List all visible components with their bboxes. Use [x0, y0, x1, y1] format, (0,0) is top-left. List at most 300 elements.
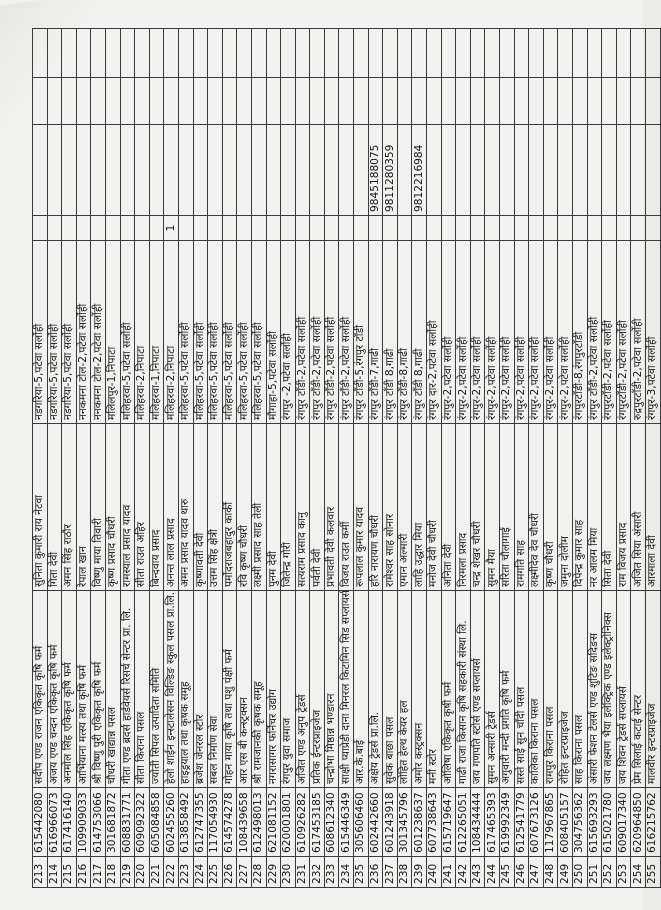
count-cell [470, 216, 485, 241]
proprietor-name-cell: सिता देवी [602, 424, 617, 591]
proprietor-name-cell: पुनम देवी [266, 424, 281, 591]
phone-cell [149, 125, 164, 216]
serial-number-cell: 232 [310, 857, 325, 888]
blank-cell [76, 29, 91, 78]
blank-cell [456, 29, 471, 78]
serial-number-cell: 235 [354, 857, 369, 888]
count-cell [645, 216, 660, 241]
serial-number-cell: 227 [237, 857, 252, 888]
table-row [266, 29, 281, 888]
blank-cell [397, 78, 412, 125]
proprietor-name-cell: मनोज देवी चौधरी [427, 424, 442, 591]
registration-id-cell: 301681872 [105, 788, 120, 857]
proprietor-name-cell: विष्णु माया तिवारी [91, 424, 106, 591]
blank-cell [631, 78, 646, 125]
proprietor-name-cell: बिन्दवाय प्रसाद [149, 424, 164, 591]
registration-id-cell: 617416140 [62, 788, 77, 857]
proprietor-name-cell: कृष्णावती देवी [193, 424, 208, 591]
blank-cell [368, 29, 383, 78]
phone-cell [645, 125, 660, 216]
blank-cell [456, 78, 471, 125]
blank-cell [310, 29, 325, 78]
blank-cell [193, 78, 208, 125]
count-cell [456, 216, 471, 241]
count-cell [427, 216, 442, 241]
table-row [529, 29, 544, 888]
table-row [33, 29, 48, 888]
blank-cell [266, 78, 281, 125]
address-cell: रंगपुर टाँडी-7,गाढी [368, 241, 383, 424]
blank-cell [587, 29, 602, 78]
proprietor-name-cell: सीता राउत अहिर [135, 424, 150, 591]
blank-cell [616, 78, 631, 125]
serial-number-cell: 239 [412, 857, 427, 888]
business-name-cell: ज्योती सिपल उत्पादिता समिति [149, 591, 164, 788]
phone-cell [76, 125, 91, 216]
address-cell: रंगपुर-2,पटेवा सर्लोही [529, 241, 544, 424]
registration-id-cell: 620001801 [281, 788, 296, 857]
count-cell [558, 216, 573, 241]
business-name-cell: रंगपुर युवा समाज [281, 591, 296, 788]
proprietor-name-cell: रेपाल खान [76, 424, 91, 591]
address-cell: रंगपुर-2,पटेवा सर्लोही [500, 241, 515, 424]
business-name-cell: अजित एण्ड अनुप ट्रेडर्स [295, 591, 310, 788]
blank-cell [427, 78, 442, 125]
address-cell: मलिहरवा-5,पटेवा सर्लोही [178, 241, 193, 424]
count-cell [178, 216, 193, 241]
serial-number-cell: 217 [91, 857, 106, 888]
blank-cell [500, 78, 515, 125]
count-cell [616, 216, 631, 241]
blank-cell [470, 29, 485, 78]
registration-id-cell: 608405157 [558, 788, 573, 857]
registration-id-cell: 619992349 [500, 788, 515, 857]
blank-cell [558, 29, 573, 78]
table-row [237, 29, 252, 888]
count-cell [368, 216, 383, 241]
count-cell [383, 216, 398, 241]
count-cell [62, 216, 77, 241]
business-name-cell: जय शिवन ट्रेडर्स सप्लायर्स [616, 591, 631, 788]
serial-number-cell: 240 [427, 857, 442, 888]
proprietor-name-cell: पर्वती देवी [310, 424, 325, 591]
proprietor-name-cell: कृष्ण चौधरी [543, 424, 558, 591]
phone-cell [120, 125, 135, 216]
registration-id-cell: 617453185 [310, 788, 325, 857]
business-name-cell: अक्षेय ट्रेडर्स प्रा.लि. [368, 591, 383, 788]
business-name-cell: प्रतिक ईन्टरप्राइजेज [310, 591, 325, 788]
business-name-cell: श्री विष्णु पुरी एकिकृत कृषि फर्म [91, 591, 106, 788]
registration-id-cell: 610926282 [295, 788, 310, 857]
serial-number-cell: 236 [368, 857, 383, 888]
address-cell: रंगपुरटाँडी-8,रंगपुरटाँडी [572, 241, 587, 424]
table-row [383, 29, 398, 888]
blank-cell [572, 29, 587, 78]
phone-cell [208, 125, 223, 216]
rotated-register [32, 38, 659, 888]
serial-number-cell: 228 [251, 857, 266, 888]
phone-cell: 9811280359 [383, 125, 398, 216]
serial-number-cell: 241 [441, 857, 456, 888]
phone-cell [427, 125, 442, 216]
serial-number-cell: 245 [500, 857, 515, 888]
registration-id-cell: 607673126 [529, 788, 544, 857]
count-cell [135, 216, 150, 241]
proprietor-name-cell: रामगति साह [514, 424, 529, 591]
address-cell: नडगरिया-5,पटेवा सर्लोही [33, 241, 48, 424]
blank-cell [105, 29, 120, 78]
count-cell [193, 216, 208, 241]
serial-number-cell: 251 [587, 857, 602, 888]
address-cell: रंगपुर टाँडी-2,पटेवा सर्लोही [587, 241, 602, 424]
serial-number-cell: 218 [105, 857, 120, 888]
proprietor-name-cell: जितेन्द्र गोरी [281, 424, 296, 591]
serial-number-cell: 253 [616, 857, 631, 888]
phone-cell [105, 125, 120, 216]
phone-cell [135, 125, 150, 216]
phone-cell [266, 125, 281, 216]
blank-cell [33, 29, 48, 78]
blank-cell [47, 78, 62, 125]
proprietor-name-cell: सुनिता कुमारी राय नेटवा [33, 424, 48, 591]
phone-cell [470, 125, 485, 216]
business-name-cell: चन्द्रोभा मिष्ठान्न भण्डारन [324, 591, 339, 788]
phone-cell [47, 125, 62, 216]
business-name-cell: ब्रजेश जेनरल स्टोर [193, 591, 208, 788]
serial-number-cell: 242 [456, 857, 471, 888]
count-cell [572, 216, 587, 241]
blank-cell [310, 78, 325, 125]
business-name-cell: रोहित इन्टरप्राइजेज [558, 591, 573, 788]
blank-cell [514, 78, 529, 125]
address-cell: रंगपुर दार-2,पटेवा सर्लोही [427, 241, 442, 424]
blank-cell [91, 78, 106, 125]
phone-cell [587, 125, 602, 216]
serial-number-cell: 222 [164, 857, 179, 888]
registration-id-cell: 304756362 [572, 788, 587, 857]
register-body [33, 29, 661, 888]
table-row [324, 29, 339, 888]
blank-cell [281, 78, 296, 125]
serial-number-cell: 237 [383, 857, 398, 888]
address-cell: रंगपुर-2,पटेवा सर्लोही [514, 241, 529, 424]
business-name-cell: गोहन माया कृषि तथा पशु पंक्षी फर्म [222, 591, 237, 788]
proprietor-name-cell: चन्द्र शेखर चौधरी [470, 424, 485, 591]
count-cell [251, 216, 266, 241]
table-row [178, 29, 193, 888]
registration-id-cell: 620964850 [631, 788, 646, 857]
serial-number-cell: 230 [281, 857, 296, 888]
count-cell [602, 216, 617, 241]
address-cell: मलिहरवा-5,पटेवा सर्लोही [193, 241, 208, 424]
business-name-cell: गाढी राजा किसान कृषि सहकारी संस्था लि. [456, 591, 471, 788]
table-row [470, 29, 485, 888]
business-name-cell: अजय एण्ड चन्दन एकिकृत कृषि फर्म [47, 591, 62, 788]
blank-cell [485, 29, 500, 78]
address-cell: रंगपुर टाँडी-2,पटेवा सर्लोही [310, 241, 325, 424]
blank-cell [645, 78, 660, 125]
blank-cell [222, 78, 237, 125]
phone-cell [281, 125, 296, 216]
registration-id-cell: 612265051 [456, 788, 471, 857]
phone-cell [193, 125, 208, 216]
blank-cell [135, 29, 150, 78]
blank-cell [514, 29, 529, 78]
proprietor-name-cell: जमुना दोलीम [558, 424, 573, 591]
blank-cell [602, 78, 617, 125]
table-row [47, 29, 62, 888]
proprietor-name-cell: राम विजय प्रसाद [616, 424, 631, 591]
serial-number-cell: 223 [178, 857, 193, 888]
count-cell [120, 216, 135, 241]
phone-cell [33, 125, 48, 216]
address-cell: मलिहरवा-2,निपाटा [164, 241, 179, 424]
address-cell: मलिहरवा-5,पटेवा सर्लोही [208, 241, 223, 424]
table-row [222, 29, 237, 888]
count-cell [587, 216, 602, 241]
blank-cell [222, 29, 237, 78]
proprietor-name-cell: गिता देवी [47, 424, 62, 591]
proprietor-name-cell: लक्ष्मीदेव देव चौधरी [529, 424, 544, 591]
blank-cell [120, 78, 135, 125]
proprietor-name-cell: सरिता चौलागाई [500, 424, 515, 591]
phone-cell [339, 125, 354, 216]
table-row [427, 29, 442, 888]
blank-cell [251, 78, 266, 125]
address-cell: रंगपुर टाँडी-8,गाढी [397, 241, 412, 424]
proprietor-name-cell: अमन प्रसाद यादव थारु [178, 424, 193, 591]
serial-number-cell: 214 [47, 857, 62, 888]
blank-cell [295, 29, 310, 78]
count-cell [237, 216, 252, 241]
serial-number-cell: 244 [485, 857, 500, 888]
count-cell [105, 216, 120, 241]
registration-id-cell: 615719647 [441, 788, 456, 857]
business-name-cell: लोहित हेल्थ केयर हल [397, 591, 412, 788]
registration-id-cell: 612541779 [514, 788, 529, 857]
serial-number-cell: 247 [529, 857, 544, 888]
proprietor-name-cell: रूपलाल कुमार यादव [354, 424, 369, 591]
blank-cell [572, 78, 587, 125]
proprietor-name-cell: अनिता देवी [441, 424, 456, 591]
business-name-cell: आर.के.बाई [354, 591, 369, 788]
address-cell: रंगपुर -2,पटेवा सर्लोही [281, 241, 296, 424]
business-name-cell: सदीप एण्ड राजन एकिकृत कृषि फर्म [33, 591, 48, 788]
registration-id-cell: 614574278 [222, 788, 237, 857]
table-row [602, 29, 617, 888]
count-cell [149, 216, 164, 241]
blank-cell [295, 78, 310, 125]
registration-id-cell: 617465393 [485, 788, 500, 857]
table-row [631, 29, 646, 888]
blank-cell [149, 78, 164, 125]
address-cell: मलिहरवा-2,निपाटा [135, 241, 150, 424]
address-cell: रंगपुर-2,पटेवा सर्लोही [558, 241, 573, 424]
business-name-cell: आर एस बी कन्स्ट्रक्सन [237, 591, 252, 788]
phone-cell [529, 125, 544, 216]
serial-number-cell: 229 [266, 857, 281, 888]
serial-number-cell: 226 [222, 857, 237, 888]
table-row [295, 29, 310, 888]
proprietor-name-cell: हरि नारायण चौधरी [368, 424, 383, 591]
address-cell: मौगाहा-5,पटेवा सर्लोही [266, 241, 281, 424]
address-cell: रंगपुर-2,पटेवा सर्लोही [485, 241, 500, 424]
proprietor-name-cell: दिपेन्द्र कुमार साह [572, 424, 587, 591]
blank-cell [237, 29, 252, 78]
count-cell [500, 216, 515, 241]
serial-number-cell: 220 [135, 857, 150, 888]
blank-cell [529, 78, 544, 125]
registration-id-cell: 609092322 [135, 788, 150, 857]
serial-number-cell: 225 [208, 857, 223, 888]
blank-cell [631, 29, 646, 78]
business-name-cell: गीता एण्ड ब्रदर्स हार्डवेयर्स रिसर्च सेन्टर प्रा. लि. [120, 591, 135, 788]
table-row [105, 29, 120, 888]
serial-number-cell: 243 [470, 857, 485, 888]
phone-cell: 9845188075 [368, 125, 383, 216]
blank-cell [105, 78, 120, 125]
address-cell: रंगपुर टाँडी-5,रंगपुर टाँडी [354, 241, 369, 424]
table-row [120, 29, 135, 888]
serial-number-cell: 224 [193, 857, 208, 888]
count-cell [310, 216, 325, 241]
registration-id-cell: 615446349 [339, 788, 354, 857]
serial-number-cell: 246 [514, 857, 529, 888]
proprietor-name-cell: उत्तम सिंह क्षेत्री [208, 424, 223, 591]
table-row [500, 29, 515, 888]
count-cell [208, 216, 223, 241]
blank-cell [76, 78, 91, 125]
blank-cell [543, 29, 558, 78]
serial-number-cell: 216 [76, 857, 91, 888]
phone-cell [456, 125, 471, 216]
proprietor-name-cell: अमन सिंह राठौर [62, 424, 77, 591]
phone-cell [500, 125, 515, 216]
blank-cell [602, 29, 617, 78]
proprietor-name-cell: विजय राउत कर्मी [339, 424, 354, 591]
count-cell [397, 216, 412, 241]
business-name-cell: सबल निर्माण सेवा [208, 591, 223, 788]
count-cell [295, 216, 310, 241]
blank-cell [62, 29, 77, 78]
blank-cell [251, 29, 266, 78]
registration-id-cell: 614753066 [91, 788, 106, 857]
registration-id-cell: 607738643 [427, 788, 442, 857]
serial-number-cell: 219 [120, 857, 135, 888]
serial-number-cell: 249 [558, 857, 573, 888]
phone-cell [441, 125, 456, 216]
registration-id-cell: 613858492 [178, 788, 193, 857]
registration-id-cell: 609017340 [616, 788, 631, 857]
count-cell [529, 216, 544, 241]
blank-cell [441, 29, 456, 78]
phone-cell: 9812216984 [412, 125, 427, 216]
proprietor-name-cell: पर्मोदराजबहादुर कार्की [222, 424, 237, 591]
blank-cell [485, 78, 500, 125]
phone-cell [354, 125, 369, 216]
table-row [339, 29, 354, 888]
count-cell [33, 216, 48, 241]
business-name-cell: हाइड्रयाल तथा कृषक समूह [178, 591, 193, 788]
proprietor-name-cell: लाहि उद्धार मिया [412, 424, 427, 591]
blank-cell [149, 29, 164, 78]
table-row [251, 29, 266, 888]
table-row [558, 29, 573, 888]
address-cell: रंगपुर टाँडी-2,पटेवा सर्लोही [295, 241, 310, 424]
proprietor-name-cell: अनन्त लाल प्रसाद [164, 424, 179, 591]
blank-cell [178, 78, 193, 125]
proprietor-name-cell: रामेश्वर साह सोनार [383, 424, 398, 591]
registration-id-cell: 621081152 [266, 788, 281, 857]
phone-cell [514, 125, 529, 216]
proprietor-name-cell: आरमाला देवी [645, 424, 660, 591]
count-cell [339, 216, 354, 241]
business-name-cell: प्रेम सिलाई कटाई सेन्टर [631, 591, 646, 788]
proprietor-name-cell: नर आलम मिया [587, 424, 602, 591]
serial-number-cell: 252 [602, 857, 617, 888]
business-name-cell: साह किराना पसल [572, 591, 587, 788]
table-row [485, 29, 500, 888]
table-row [354, 29, 369, 888]
phone-cell [631, 125, 646, 216]
phone-cell [178, 125, 193, 216]
business-name-cell: सुमन अन्सारी ट्रेडर्स [485, 591, 500, 788]
table-row [412, 29, 427, 888]
count-cell [281, 216, 296, 241]
phone-cell [310, 125, 325, 216]
blank-cell [543, 78, 558, 125]
table-row [62, 29, 77, 888]
blank-cell [339, 29, 354, 78]
blank-cell [500, 29, 515, 78]
business-name-cell: अमोर कस्ट्रक्सन [412, 591, 427, 788]
address-cell: मलिहरवा-5,पटेवा सर्लोही [120, 241, 135, 424]
proprietor-name-cell: सुमन मैया [485, 424, 500, 591]
address-cell: रंगपुर टाँडी 8,गाढी [412, 241, 427, 424]
phone-cell [616, 125, 631, 216]
table-row [441, 29, 456, 888]
count-cell [266, 216, 281, 241]
address-cell: रंगपुर-3,पटेवा सर्लोही [645, 241, 660, 424]
serial-number-cell: 221 [149, 857, 164, 888]
business-name-cell: हेलो शाईन इन्स्टालेसन विल्डिङ स्कुल पसल प्रा.लि. [164, 591, 179, 788]
count-cell [543, 216, 558, 241]
blank-cell [164, 78, 179, 125]
blank-cell [324, 29, 339, 78]
address-cell: मलिलपुर-1,निपाटा [105, 241, 120, 424]
blank-cell [645, 29, 660, 78]
registration-id-cell: 602455260 [164, 788, 179, 857]
address-cell: ननकमना टोल-2,पटेवा सर्लोही [91, 241, 106, 424]
blank-cell [135, 78, 150, 125]
blank-cell [441, 78, 456, 125]
address-cell: ननकमना टोल-2,पटेवा सर्लोही [76, 241, 91, 424]
serial-number-cell: 215 [62, 857, 77, 888]
address-cell: रंगपुर-2,पटेवा सर्लोही [456, 241, 471, 424]
business-name-cell: जय गणपति स्टोर्स एण्ड सप्लायर्स [470, 591, 485, 788]
table-row [310, 29, 325, 888]
table-row [164, 29, 179, 888]
registration-id-cell: 612498013 [251, 788, 266, 857]
phone-cell [164, 125, 179, 216]
registration-id-cell: 616215762 [645, 788, 660, 857]
blank-cell [324, 78, 339, 125]
blank-cell [354, 29, 369, 78]
registration-id-cell: 108439658 [237, 788, 252, 857]
table-row [616, 29, 631, 888]
proprietor-name-cell: प्रभावती देवी कलवार [324, 424, 339, 591]
count-cell [441, 216, 456, 241]
